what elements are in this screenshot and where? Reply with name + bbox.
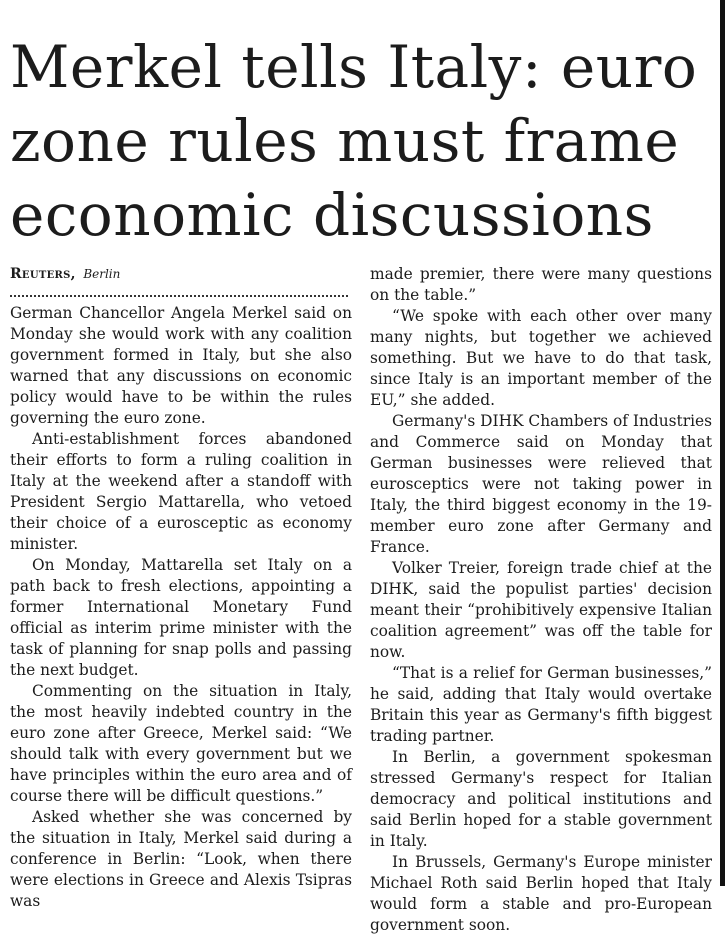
paragraph: In Berlin, a government spokesman stressed Germany's respect for Italian democracy and political institutions and said Berlin hoped for a stable government in Italy. xyxy=(370,748,712,850)
byline xyxy=(10,264,352,285)
paragraph: Anti-establishment forces abandoned their efforts to form a ruling coalition in Italy at the weekend after a standoff with President Sergio Mattarella, who vetoed their choice of a eurosceptic as economy minister. xyxy=(10,430,352,553)
paragraph: made premier, there were many questions on the table.” xyxy=(370,265,712,304)
paragraph: In Brussels, Germany's Europe minister Michael Roth said Berlin hoped that Italy would form a stable and pro-European government soon. xyxy=(370,853,712,934)
paragraph: Volker Treier, foreign trade chief at the DIHK, said the populist parties' decision meant their “prohibitively expensive Italian coalition agreement” was off the table for now. xyxy=(370,559,712,661)
page-edge-bar xyxy=(720,0,725,886)
byline-dotted-divider xyxy=(10,287,348,297)
paragraph: Commenting on the situation in Italy, the most heavily indebted country in the euro zone after Greece, Merkel said: “We should talk with every government but we have principles within the euro area and of course there will be difficult questions.” xyxy=(10,682,352,805)
paragraph: “That is a relief for German businesses,” he said, adding that Italy would overtake Britain this year as Germany's fifth biggest trading partner. xyxy=(370,664,712,745)
paragraph: Germany's DIHK Chambers of Industries and Commerce said on Monday that German businesses were relieved that eurosceptics were not taking power in Italy, the third biggest economy in the 19-member euro zone after Germany and France. xyxy=(370,412,712,556)
paragraph: German Chancellor Angela Merkel said on Monday she would work with any coalition government formed in Italy, but she also warned that any discussions on economic policy would have to be within the rules governing the euro zone. xyxy=(10,304,352,427)
byline-agency: Reuters, xyxy=(10,266,76,282)
article-column-right xyxy=(370,264,712,936)
paragraph: Asked whether she was concerned by the situation in Italy, Merkel said during a conference in Berlin: “Look, when there were elections in Greece and Alexis Tsipras was xyxy=(10,808,352,910)
paragraph: On Monday, Mattarella set Italy on a path back to fresh elections, appointing a former International Monetary Fund official as interim prime minister with the task of planning for snap polls and passing the next budget. xyxy=(10,556,352,679)
headline: Merkel tells Italy: euro zone rules must frame economic discussions xyxy=(10,33,698,249)
paragraph: “We spoke with each other over many many nights, but together we achieved something. But we have to do that task, since Italy is an important member of the EU,” she added. xyxy=(370,307,712,409)
article-column-left xyxy=(10,264,352,912)
byline-place: Berlin xyxy=(83,267,121,281)
